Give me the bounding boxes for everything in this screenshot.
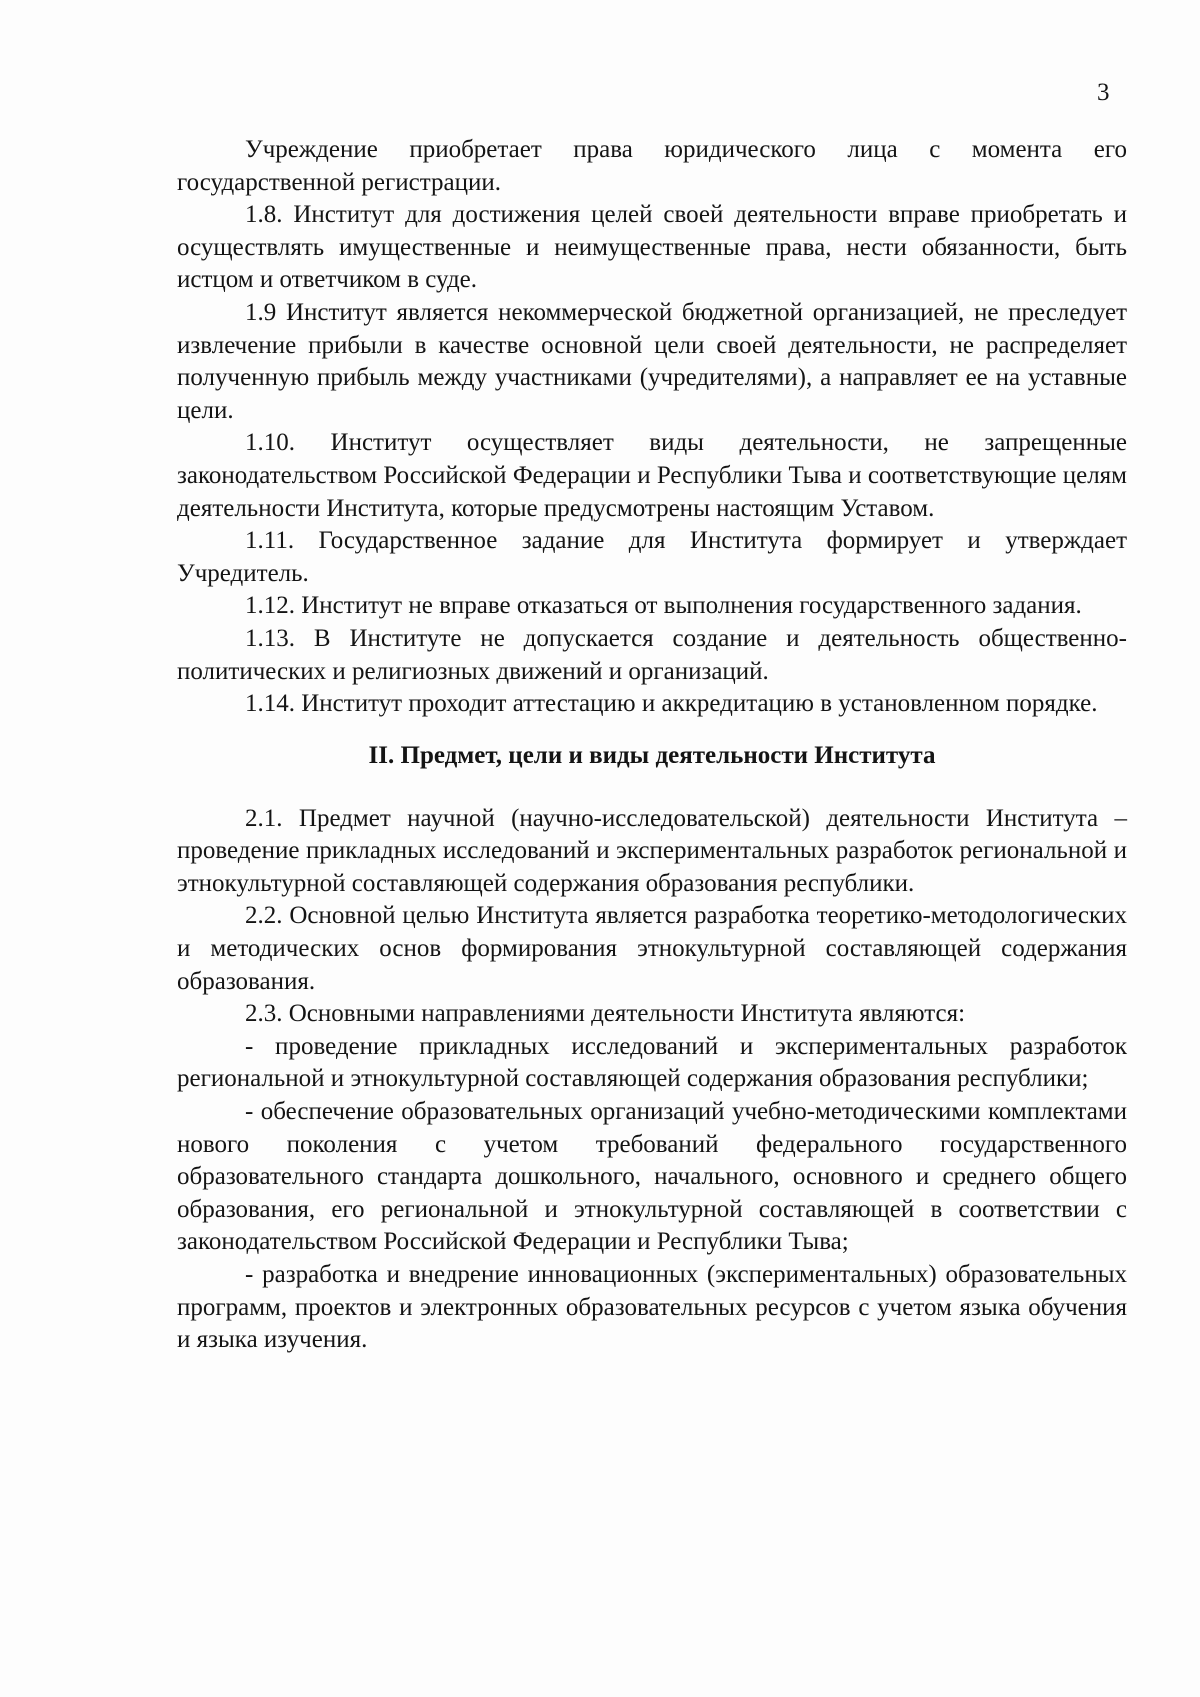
paragraph-2-1: 2.1. Предмет научной (научно-исследовательской) деятельности Института – проведение прикладных исследований и экспериментальных разработок региональной и этнокультурной составляющей содержания образования республики.	[177, 804, 1127, 897]
document-body	[177, 134, 1127, 1357]
paragraph-1-8: 1.8. Институт для достижения целей своей деятельности вправе приобретать и осуществлять имущественные и неимущественные права, нести обязанности, быть истцом и ответчиком в суде.	[177, 201, 1127, 294]
section-heading: II. Предмет, цели и виды деятельности Института	[368, 741, 936, 769]
paragraph-2-3: 2.3. Основными направлениями деятельности Института являются:	[245, 1000, 966, 1028]
paragraph-1-14: 1.14. Институт проходит аттестацию и аккредитацию в установленном порядке.	[245, 690, 1098, 718]
paragraph-legal-entity: Учреждение приобретает права юридического лица с момента его государственной регистрации.	[177, 136, 1127, 196]
paragraph-2-2: 2.2. Основной целью Института является разработка теоретико-методологических и методических основ формирования этнокультурной составляющей содержания образования.	[177, 902, 1127, 995]
paragraph-1-9: 1.9 Институт является некоммерческой бюджетной организацией, не преследует извлечение прибыли в качестве основной цели своей деятельности, не распределяет полученную прибыль между участниками (учредителями), а направляет ее на уставные цели.	[177, 298, 1127, 424]
paragraph-1-10: 1.10. Институт осуществляет виды деятельности, не запрещенные законодательством Российской Федерации и Республики Тыва и соответствующие целям деятельности Института, которые предусмотрены настоящим Уставом.	[177, 429, 1127, 522]
paragraph-1-11: 1.11. Государственное задание для Института формирует и утверждает Учредитель.	[177, 527, 1127, 587]
list-item-teaching-kits: - обеспечение образовательных организаций учебно-методическими комплектами нового поколения с учетом требований федерального государственного образовательного стандарта дошкольного, начального, основного и среднего общего образования, его региональной и этнокультурной составляющей в соответствии с законодательством Российской Федерации и Республики Тыва;	[177, 1098, 1127, 1256]
page-number: 3	[1097, 79, 1110, 106]
list-item-innovative-programs: - разработка и внедрение инновационных (экспериментальных) образовательных программ, проектов и электронных образовательных ресурсов с учетом языка обучения и языка изучения.	[177, 1261, 1127, 1354]
paragraph-1-13: 1.13. В Институте не допускается создание и деятельность общественно-политических и религиозных движений и организаций.	[177, 624, 1127, 685]
paragraph-1-12: 1.12. Институт не вправе отказаться от выполнения государственного задания.	[245, 592, 1082, 620]
list-item-research: - проведение прикладных исследований и экспериментальных разработок региональной и этнокультурной составляющей содержания образования республики;	[177, 1032, 1127, 1093]
